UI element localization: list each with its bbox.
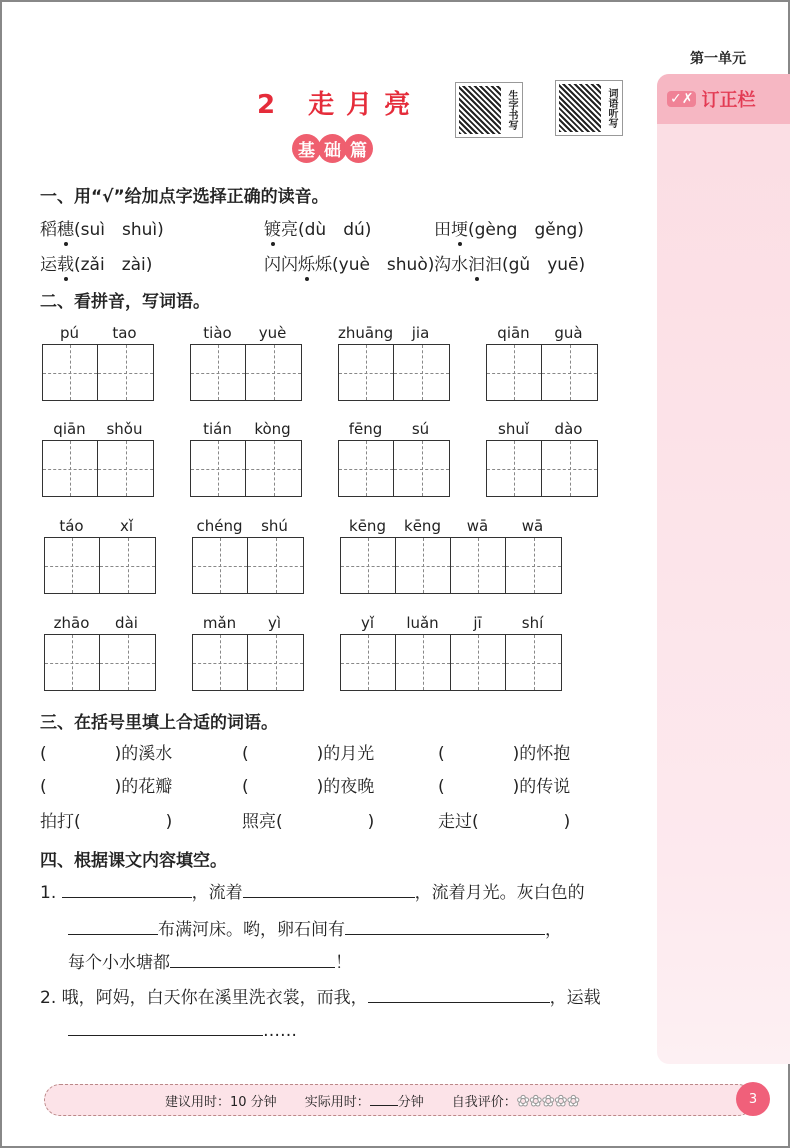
pinyin: wā bbox=[466, 517, 489, 535]
pinyin-options[interactable]: (gèng gěng) bbox=[468, 220, 584, 240]
pinyin: xǐ bbox=[119, 517, 134, 535]
pinyin-writing-group bbox=[340, 614, 562, 691]
pinyin: shú bbox=[261, 517, 288, 535]
writing-box[interactable] bbox=[248, 538, 303, 593]
star-rating-icon[interactable]: ✿ bbox=[516, 1091, 530, 1110]
pinyin: tiào bbox=[203, 324, 232, 342]
pinyin-writing-group bbox=[338, 420, 450, 497]
pronunciation-item[interactable]: 闪闪烁烁(yuè shuò) bbox=[264, 255, 435, 275]
pinyin-writing-group bbox=[486, 420, 598, 497]
basic-badge bbox=[292, 134, 370, 163]
pinyin: sú bbox=[411, 420, 430, 438]
writing-box[interactable] bbox=[100, 538, 155, 593]
writing-box[interactable] bbox=[191, 441, 246, 496]
pinyin-writing-group bbox=[338, 324, 450, 401]
star-rating-icon[interactable]: ✿ bbox=[541, 1091, 555, 1110]
pinyin: tao bbox=[112, 324, 137, 342]
suggested-time: 建议用时：10 分钟 bbox=[165, 1094, 277, 1110]
pinyin-writing-group bbox=[44, 517, 156, 594]
writing-box[interactable] bbox=[506, 635, 561, 690]
check-cross-icon: ✓✗ bbox=[667, 91, 696, 107]
pinyin: qiān bbox=[53, 420, 86, 438]
writing-box[interactable] bbox=[451, 538, 506, 593]
fill-phrase[interactable]: 走过( ) bbox=[438, 812, 571, 832]
pinyin: luǎn bbox=[406, 614, 439, 632]
footer-bar: 建议用时：10 分钟 实际用时： 分钟 自我评价：✿✿✿✿✿ bbox=[44, 1084, 754, 1116]
fill-phrase[interactable]: ( )的夜晚 bbox=[242, 777, 375, 797]
dotted-char: 载 bbox=[57, 255, 74, 275]
pinyin: fēng bbox=[348, 420, 383, 438]
writing-box[interactable] bbox=[191, 345, 246, 400]
qr-code-writing[interactable] bbox=[455, 82, 523, 138]
pinyin: zhāo bbox=[53, 614, 90, 632]
pronunciation-item[interactable]: 镀亮(dù dú) bbox=[264, 220, 372, 240]
writing-box[interactable] bbox=[43, 441, 98, 496]
blank[interactable] bbox=[345, 917, 545, 935]
writing-box[interactable] bbox=[45, 635, 100, 690]
writing-box[interactable] bbox=[396, 538, 451, 593]
pronunciation-item[interactable]: 沟水汩汩(gǔ yuē) bbox=[434, 255, 586, 275]
writing-box[interactable] bbox=[487, 441, 542, 496]
writing-box[interactable] bbox=[341, 538, 396, 593]
actual-time-label: 实际用时： bbox=[304, 1094, 370, 1110]
fill-phrase[interactable]: 拍打( ) bbox=[40, 812, 173, 832]
pinyin: mǎn bbox=[202, 614, 237, 632]
badge-char: 础 bbox=[318, 134, 347, 163]
pinyin: kēng bbox=[349, 517, 386, 535]
badge-char: 篇 bbox=[344, 134, 373, 163]
writing-box[interactable] bbox=[394, 345, 449, 400]
pronunciation-item[interactable]: 运载(zǎi zài) bbox=[40, 255, 153, 275]
writing-box[interactable] bbox=[100, 635, 155, 690]
pinyin: shǒu bbox=[106, 420, 143, 438]
unit-label: 第一单元 bbox=[690, 51, 746, 67]
section2-heading: 二、看拼音，写词语。 bbox=[40, 292, 210, 312]
blank[interactable] bbox=[243, 880, 415, 898]
qr-icon bbox=[559, 84, 601, 132]
fill-phrase[interactable]: 照亮( ) bbox=[242, 812, 375, 832]
blank[interactable] bbox=[68, 1018, 263, 1036]
pinyin: shuǐ bbox=[498, 420, 529, 438]
pinyin: zhuāng bbox=[338, 324, 394, 342]
star-rating-icon[interactable]: ✿ bbox=[529, 1091, 542, 1110]
pinyin: jia bbox=[411, 324, 430, 342]
pinyin: qiān bbox=[497, 324, 530, 342]
page-number: 3 bbox=[736, 1082, 770, 1116]
writing-box[interactable] bbox=[339, 441, 394, 496]
actual-time-blank[interactable] bbox=[370, 1092, 398, 1106]
q4-2-line2: …… bbox=[68, 1018, 297, 1041]
fill-phrase[interactable]: ( )的花瓣 bbox=[40, 777, 173, 797]
pinyin-options[interactable]: (zǎi zài) bbox=[74, 255, 153, 275]
section1-heading: 一、用“√”给加点字选择正确的读音。 bbox=[40, 187, 329, 207]
lesson-title: 2 走月亮 bbox=[257, 90, 423, 120]
writing-box[interactable] bbox=[451, 635, 506, 690]
pinyin: chéng bbox=[196, 517, 243, 535]
qr-icon bbox=[459, 86, 501, 134]
dotted-char: 汩 bbox=[468, 255, 485, 275]
pinyin: kòng bbox=[254, 420, 291, 438]
pinyin: táo bbox=[59, 517, 84, 535]
writing-box[interactable] bbox=[341, 635, 396, 690]
q4-1-line1: 1. ，流着 ，流着月光。灰白色的 bbox=[40, 878, 585, 903]
writing-box[interactable] bbox=[193, 635, 248, 690]
writing-box[interactable] bbox=[542, 441, 597, 496]
dotted-char: 烁 bbox=[298, 255, 315, 275]
pinyin: kēng bbox=[404, 517, 441, 535]
star-rating-icon[interactable]: ✿ bbox=[554, 1091, 568, 1110]
fill-phrase[interactable]: ( )的怀抱 bbox=[438, 744, 571, 764]
pinyin: jī bbox=[473, 614, 482, 632]
pinyin: shí bbox=[521, 614, 544, 632]
section3-heading: 三、在括号里填上合适的词语。 bbox=[40, 713, 278, 733]
qr-code-dictation[interactable] bbox=[555, 80, 623, 136]
pinyin: guà bbox=[554, 324, 583, 342]
dotted-char: 镀 bbox=[264, 220, 281, 240]
writing-box[interactable] bbox=[394, 441, 449, 496]
pinyin: wā bbox=[521, 517, 544, 535]
pinyin: yǐ bbox=[360, 614, 375, 632]
correction-sidebar bbox=[657, 74, 790, 1064]
pinyin-options[interactable]: (gǔ yuē) bbox=[502, 255, 586, 275]
blank[interactable] bbox=[62, 880, 192, 898]
pinyin: tián bbox=[203, 420, 232, 438]
writing-box[interactable] bbox=[248, 635, 303, 690]
pinyin-writing-group bbox=[42, 420, 154, 497]
qr-label: 生字书写 bbox=[506, 90, 517, 130]
dotted-char: 穗 bbox=[57, 220, 74, 240]
writing-box[interactable] bbox=[396, 635, 451, 690]
fill-phrase[interactable]: ( )的溪水 bbox=[40, 744, 173, 764]
blank[interactable] bbox=[170, 950, 335, 968]
pinyin: yì bbox=[267, 614, 282, 632]
pinyin: pú bbox=[59, 324, 80, 342]
pinyin-writing-group bbox=[190, 324, 302, 401]
section4-heading: 四、根据课文内容填空。 bbox=[40, 851, 227, 871]
fill-phrase[interactable]: ( )的传说 bbox=[438, 777, 571, 797]
writing-box[interactable] bbox=[193, 538, 248, 593]
writing-box[interactable] bbox=[339, 345, 394, 400]
pinyin: yuè bbox=[258, 324, 287, 342]
pinyin-writing-group bbox=[42, 324, 154, 401]
pinyin-options[interactable]: (yuè shuò) bbox=[332, 255, 435, 275]
pinyin: dào bbox=[554, 420, 583, 438]
pinyin-writing-group bbox=[192, 614, 304, 691]
qr-label: 词语听写 bbox=[606, 88, 617, 128]
dotted-char: 埂 bbox=[451, 220, 468, 240]
sidebar-title: 订正栏 bbox=[701, 90, 756, 111]
writing-box[interactable] bbox=[45, 538, 100, 593]
writing-box[interactable] bbox=[43, 345, 98, 400]
blank[interactable] bbox=[368, 985, 550, 1003]
pinyin-writing-group bbox=[486, 324, 598, 401]
writing-box[interactable] bbox=[246, 345, 301, 400]
pinyin-writing-group bbox=[190, 420, 302, 497]
writing-box[interactable] bbox=[246, 441, 301, 496]
badge-char: 基 bbox=[292, 134, 321, 163]
writing-box[interactable] bbox=[506, 538, 561, 593]
pronunciation-item[interactable]: 田埂(gèng gěng) bbox=[434, 220, 584, 240]
self-eval-label: 自我评价： bbox=[451, 1094, 517, 1110]
q4-2-line1: 2. 哦，阿妈，白天你在溪里洗衣裳，而我， ，运载 bbox=[40, 983, 601, 1008]
writing-box[interactable] bbox=[542, 345, 597, 400]
q4-1-line2: 布满河床。哟，卵石间有 ， bbox=[68, 915, 562, 940]
pinyin-options[interactable]: (suì shuì) bbox=[74, 220, 164, 240]
pinyin-writing-group bbox=[192, 517, 304, 594]
writing-box[interactable] bbox=[98, 345, 153, 400]
writing-box[interactable] bbox=[98, 441, 153, 496]
blank[interactable] bbox=[68, 917, 158, 935]
pinyin-writing-group bbox=[44, 614, 156, 691]
pronunciation-item[interactable]: 稻穗(suì shuì) bbox=[40, 220, 164, 240]
fill-phrase[interactable]: ( )的月光 bbox=[242, 744, 375, 764]
q4-1-line3: 每个小水塘都 ！ bbox=[68, 948, 352, 973]
writing-box[interactable] bbox=[487, 345, 542, 400]
pinyin-writing-group bbox=[340, 517, 562, 594]
pinyin: dài bbox=[115, 614, 138, 632]
pinyin-options[interactable]: (dù dú) bbox=[298, 220, 372, 240]
star-rating-icon[interactable]: ✿ bbox=[567, 1091, 580, 1110]
